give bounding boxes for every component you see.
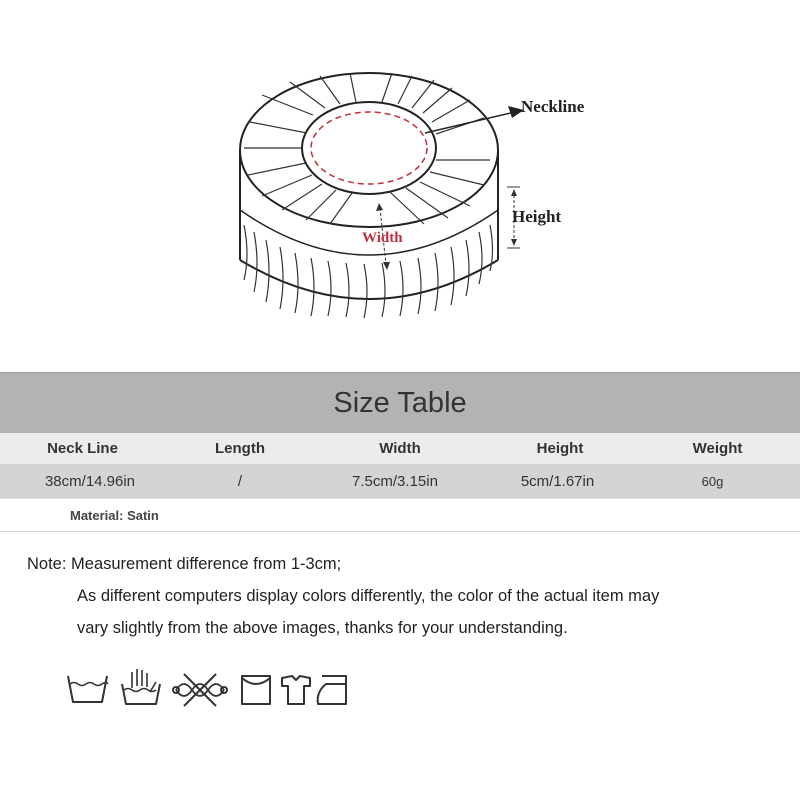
header-length: Length [215, 440, 265, 457]
size-table [0, 372, 800, 532]
header-height: Height [536, 440, 584, 457]
material-row: Material: Satin [0, 498, 800, 532]
iron-icon [318, 676, 346, 704]
measurement-note [27, 552, 659, 648]
header-width: Width [379, 440, 421, 457]
care-icons [60, 664, 370, 714]
hang-dry-icon [282, 676, 310, 704]
note-line-1: Note: Measurement difference from 1-3cm; [27, 555, 342, 573]
header-neck-line: Neck Line [47, 440, 118, 457]
wash-tub-icon [68, 676, 108, 702]
size-table-value-row [0, 464, 800, 498]
header-weight: Weight [692, 440, 743, 457]
do-not-wring-icon [173, 674, 227, 706]
width-label: Width [362, 230, 403, 246]
value-length: / [237, 472, 243, 490]
neckline-label: Neckline [521, 97, 585, 116]
value-weight: 60g [701, 473, 724, 489]
line-dry-icon [242, 676, 270, 704]
value-height: 5cm/1.67in [520, 472, 595, 490]
note-line-2: As different computers display colors differently, the color of the actual item may [77, 587, 660, 605]
size-table-title: Size Table [0, 372, 800, 433]
value-neck-line: 38cm/14.96in [44, 472, 136, 490]
value-width: 7.5cm/3.15in [352, 472, 438, 490]
note-line-3: vary slightly from the above images, thanks for your understanding. [77, 619, 568, 637]
scrunchie-diagram [0, 0, 800, 360]
height-label: Height [512, 207, 562, 226]
size-table-header-row [0, 433, 800, 464]
hand-wash-icon [122, 669, 160, 704]
